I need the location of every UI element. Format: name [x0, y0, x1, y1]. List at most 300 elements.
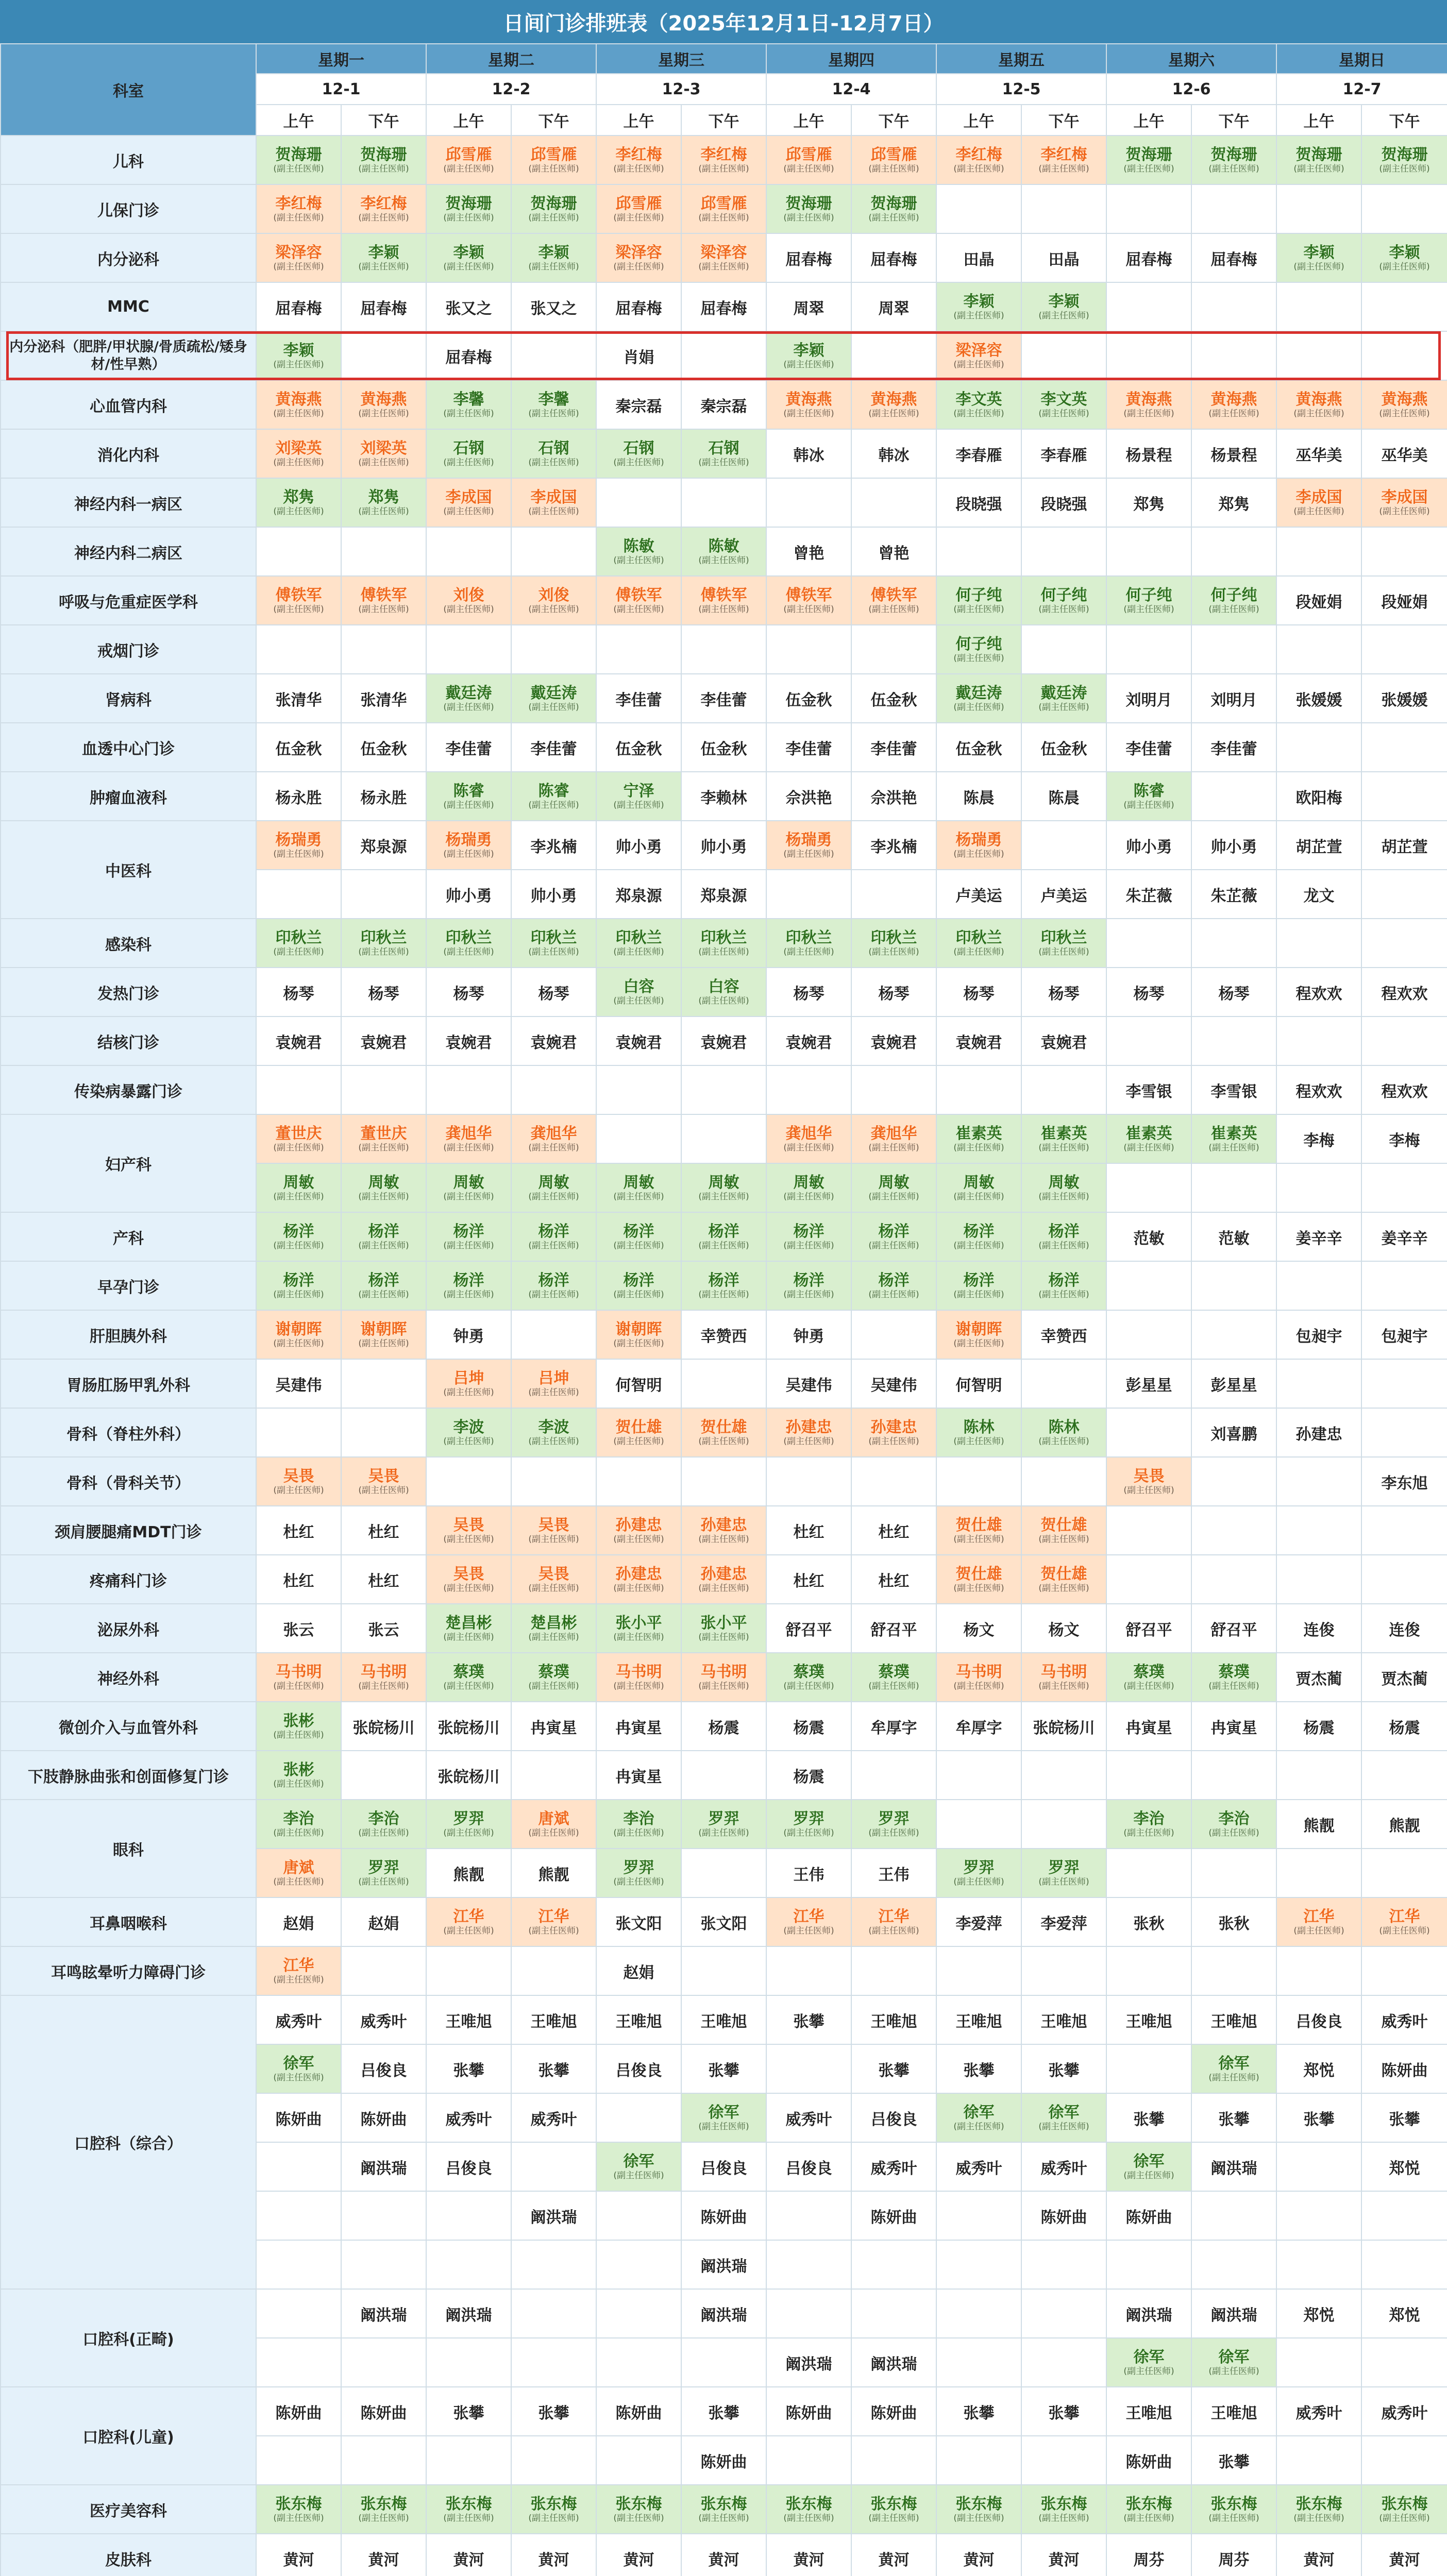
doctor-title-tag: (副主任医师) — [868, 1436, 919, 1447]
doctor-slot — [596, 1751, 681, 1800]
doctor-slot — [766, 1800, 851, 1849]
doctor-slot — [1191, 1506, 1276, 1555]
doctor-slot — [511, 821, 596, 870]
doctor-name: 吕俊良 — [870, 2110, 917, 2129]
doctor-slot — [256, 1604, 341, 1653]
doctor-name: 杨洋 — [793, 1271, 825, 1290]
doctor-slot — [511, 772, 596, 821]
doctor-name: 李佳蕾 — [530, 740, 577, 758]
doctor-slot — [1021, 233, 1106, 282]
doctor-name: 郑泉源 — [700, 887, 747, 905]
doctor-slot — [511, 870, 596, 919]
doctor-name: 周敏 — [538, 1173, 569, 1192]
doctor-name: 杨洋 — [1048, 1271, 1080, 1290]
doctor-slot — [426, 1408, 511, 1457]
doctor-name: 何智明 — [615, 1376, 662, 1395]
doctor-name: 徐军 — [963, 2103, 995, 2122]
doctor-name: 威秀叶 — [785, 2110, 832, 2129]
doctor-slot — [426, 1849, 511, 1897]
doctor-slot — [596, 2289, 681, 2338]
doctor-slot — [1191, 2093, 1276, 2142]
doctor-slot — [1021, 1016, 1106, 1065]
doctor-name: 石钢 — [708, 439, 739, 457]
doctor-name: 熊靓 — [538, 1866, 569, 1884]
doctor-slot — [766, 1506, 851, 1555]
doctor-title-tag: (副主任医师) — [1123, 1827, 1174, 1838]
doctor-name: 傅铁军 — [870, 586, 917, 604]
doctor-title-tag: (副主任医师) — [698, 1289, 749, 1300]
doctor-slot — [256, 1946, 341, 1995]
doctor-slot — [936, 527, 1021, 576]
doctor-name: 崔素英 — [1125, 1124, 1172, 1143]
doctor-title-tag: (副主任医师) — [868, 1289, 919, 1300]
doctor-slot — [1106, 1995, 1191, 2044]
weekday-header: 星期四 — [766, 44, 936, 74]
doctor-slot — [1276, 478, 1361, 527]
doctor-name: 杨洋 — [1048, 1222, 1080, 1241]
schedule-row — [1, 331, 1447, 380]
doctor-name: 石钢 — [453, 439, 484, 457]
doctor-slot — [1361, 1408, 1447, 1457]
schedule-row — [1, 429, 1447, 478]
doctor-title-tag: (副主任医师) — [698, 1827, 749, 1838]
schedule-row — [1, 1995, 1447, 2044]
doctor-title-tag: (副主任医师) — [953, 1583, 1004, 1594]
doctor-slot — [681, 1408, 766, 1457]
doctor-name: 傅铁军 — [360, 586, 407, 604]
doctor-slot — [341, 576, 426, 625]
doctor-name: 李红梅 — [360, 194, 407, 213]
department-name: 内分泌科（肥胖/甲状腺/骨质疏松/矮身材/性早熟） — [1, 331, 256, 380]
doctor-title-tag: (副主任医师) — [528, 1240, 579, 1251]
doctor-name: 周敏 — [963, 1173, 995, 1192]
doctor-title-tag: (副主任医师) — [528, 212, 579, 223]
doctor-slot — [256, 674, 341, 723]
doctor-slot — [936, 1946, 1021, 1995]
doctor-title-tag: (副主任医师) — [443, 800, 494, 810]
doctor-name: 梁泽容 — [275, 243, 322, 262]
doctor-title-tag: (副主任医师) — [868, 408, 919, 419]
doctor-name: 张云 — [283, 1621, 314, 1639]
department-name: 肾病科 — [1, 674, 256, 723]
doctor-slot — [851, 723, 936, 772]
doctor-slot — [426, 821, 511, 870]
doctor-slot — [511, 2142, 596, 2191]
doctor-title-tag: (副主任医师) — [1379, 1925, 1430, 1936]
doctor-slot — [426, 1506, 511, 1555]
department-name: 儿科 — [1, 135, 256, 184]
doctor-slot — [766, 1751, 851, 1800]
doctor-slot — [851, 2338, 936, 2387]
doctor-slot — [851, 1653, 936, 1702]
doctor-name: 陈妍曲 — [275, 2404, 322, 2422]
doctor-slot — [1276, 1457, 1361, 1506]
doctor-slot — [596, 821, 681, 870]
doctor-slot — [936, 2387, 1021, 2436]
doctor-slot — [1106, 2093, 1191, 2142]
doctor-slot — [1106, 1065, 1191, 1114]
doctor-name: 龚旭华 — [445, 1124, 492, 1143]
doctor-slot — [256, 2436, 341, 2485]
doctor-name: 陈妍曲 — [1125, 2208, 1172, 2227]
doctor-name: 石钢 — [538, 439, 569, 457]
doctor-name: 贾杰蔺 — [1295, 1670, 1342, 1688]
doctor-title-tag: (副主任医师) — [273, 2513, 324, 2523]
doctor-title-tag: (副主任医师) — [953, 163, 1004, 174]
doctor-name: 李雪银 — [1125, 1082, 1172, 1101]
weekday-header: 星期日 — [1276, 44, 1447, 74]
doctor-slot — [936, 2191, 1021, 2240]
doctor-title-tag: (副主任医师) — [1038, 2121, 1089, 2132]
doctor-name: 杨琴 — [793, 985, 825, 1003]
doctor-slot — [511, 1163, 596, 1212]
doctor-slot — [511, 968, 596, 1016]
doctor-slot — [851, 1555, 936, 1604]
doctor-name: 韩冰 — [878, 446, 910, 465]
doctor-title-tag: (副主任医师) — [783, 212, 834, 223]
doctor-slot — [1191, 2044, 1276, 2093]
doctor-slot — [1021, 527, 1106, 576]
doctor-slot — [426, 1016, 511, 1065]
doctor-slot — [511, 2436, 596, 2485]
doctor-slot — [1361, 1261, 1447, 1310]
doctor-name: 贺仕雄 — [955, 1516, 1002, 1534]
doctor-slot — [1191, 2289, 1276, 2338]
doctor-name: 杨琴 — [368, 985, 399, 1003]
doctor-slot — [426, 2387, 511, 2436]
doctor-name: 王唯旭 — [870, 2012, 917, 2031]
pm-header: 下午 — [341, 105, 426, 135]
doctor-title-tag: (副主任医师) — [273, 849, 324, 859]
doctor-slot — [511, 2044, 596, 2093]
doctor-slot — [851, 478, 936, 527]
doctor-name: 杨洋 — [538, 1271, 569, 1290]
doctor-title-tag: (副主任医师) — [613, 1827, 664, 1838]
doctor-name: 孙建忠 — [785, 1418, 832, 1436]
doctor-slot — [511, 1310, 596, 1359]
doctor-name: 贺海珊 — [360, 145, 407, 164]
doctor-slot — [1191, 1457, 1276, 1506]
doctor-slot — [936, 380, 1021, 429]
doctor-slot — [596, 1359, 681, 1408]
doctor-slot — [1106, 184, 1191, 233]
doctor-slot — [426, 1946, 511, 1995]
doctor-slot — [1106, 625, 1191, 674]
doctor-name: 范敏 — [1133, 1229, 1165, 1248]
doctor-slot — [341, 135, 426, 184]
doctor-name: 张攀 — [1303, 2110, 1335, 2129]
doctor-title-tag: (副主任医师) — [528, 1681, 579, 1691]
doctor-slot — [1106, 723, 1191, 772]
doctor-slot — [1276, 1946, 1361, 1995]
doctor-slot — [851, 2534, 936, 2576]
doctor-name: 郑悦 — [1389, 2159, 1420, 2178]
doctor-slot — [1106, 919, 1191, 968]
doctor-name: 黄海燕 — [870, 390, 917, 409]
doctor-title-tag: (副主任医师) — [443, 163, 494, 174]
doctor-slot — [341, 331, 426, 380]
doctor-slot — [936, 968, 1021, 1016]
doctor-name: 杨景程 — [1125, 446, 1172, 465]
doctor-name: 屈春梅 — [445, 348, 492, 367]
doctor-name: 杨洋 — [793, 1222, 825, 1241]
doctor-name: 黄河 — [1389, 2551, 1420, 2569]
doctor-slot — [1191, 1163, 1276, 1212]
doctor-slot — [596, 1457, 681, 1506]
schedule-row — [1, 1114, 1447, 1163]
doctor-slot — [681, 184, 766, 233]
doctor-name: 贺海珊 — [1381, 145, 1428, 164]
doctor-slot — [681, 1946, 766, 1995]
doctor-title-tag: (副主任医师) — [443, 457, 494, 468]
doctor-name: 罗羿 — [878, 1809, 910, 1828]
doctor-slot — [1276, 2044, 1361, 2093]
schedule-row — [1, 1653, 1447, 1702]
doctor-slot — [596, 380, 681, 429]
doctor-slot — [341, 968, 426, 1016]
doctor-title-tag: (副主任医师) — [783, 1436, 834, 1447]
doctor-name: 吴畏 — [538, 1516, 569, 1534]
doctor-slot — [426, 2142, 511, 2191]
doctor-name: 蔡璞 — [793, 1663, 825, 1681]
doctor-slot — [426, 1310, 511, 1359]
doctor-name: 杨琴 — [1218, 985, 1250, 1003]
doctor-slot — [511, 1946, 596, 1995]
doctor-title-tag: (副主任医师) — [273, 1876, 324, 1887]
doctor-slot — [256, 1555, 341, 1604]
schedule-row — [1, 919, 1447, 968]
doctor-name: 幸赞西 — [700, 1327, 747, 1346]
doctor-slot — [1021, 1897, 1106, 1946]
pm-header: 下午 — [1361, 105, 1447, 135]
doctor-slot — [426, 1702, 511, 1751]
doctor-title-tag: (副主任医师) — [1038, 1436, 1089, 1447]
doctor-slot — [681, 772, 766, 821]
doctor-name: 傅铁军 — [785, 586, 832, 604]
doctor-slot — [426, 870, 511, 919]
doctor-title-tag: (副主任医师) — [528, 1925, 579, 1936]
doctor-name: 杜红 — [878, 1572, 910, 1590]
doctor-name: 佘洪艳 — [785, 789, 832, 807]
doctor-title-tag: (副主任医师) — [358, 1827, 409, 1838]
doctor-name: 李兆楠 — [870, 838, 917, 856]
doctor-name: 陈妍曲 — [1381, 2061, 1428, 2080]
doctor-name: 徐军 — [1048, 2103, 1080, 2122]
doctor-title-tag: (副主任医师) — [443, 849, 494, 859]
doctor-title-tag: (副主任医师) — [528, 1387, 579, 1398]
department-name: 口腔科（综合） — [1, 1995, 256, 2289]
doctor-name: 杨震 — [793, 1768, 825, 1786]
doctor-title-tag: (副主任医师) — [273, 604, 324, 615]
doctor-slot — [766, 233, 851, 282]
doctor-slot — [341, 1800, 426, 1849]
doctor-slot — [681, 1604, 766, 1653]
doctor-name: 邱雪雁 — [785, 145, 832, 164]
doctor-name: 郑悦 — [1303, 2306, 1335, 2325]
doctor-name: 贺仕雄 — [955, 1565, 1002, 1583]
doctor-slot — [1361, 2093, 1447, 2142]
department-name: 口腔科(正畸) — [1, 2289, 256, 2387]
doctor-slot — [851, 1751, 936, 1800]
doctor-name: 胡芷萱 — [1295, 838, 1342, 856]
doctor-name: 冉寅星 — [530, 1719, 577, 1737]
doctor-slot — [1276, 1506, 1361, 1555]
date-header: 12-2 — [426, 74, 596, 105]
doctor-slot — [256, 2240, 341, 2289]
doctor-name: 贺仕雄 — [1040, 1565, 1087, 1583]
department-name: 戒烟门诊 — [1, 625, 256, 674]
doctor-slot — [1361, 1849, 1447, 1897]
doctor-slot — [341, 1995, 426, 2044]
doctor-title-tag: (副主任医师) — [1208, 2072, 1259, 2083]
doctor-title-tag: (副主任医师) — [273, 1681, 324, 1691]
doctor-name: 巫华美 — [1381, 446, 1428, 465]
doctor-title-tag: (副主任医师) — [783, 1142, 834, 1153]
doctor-title-tag: (副主任医师) — [273, 1730, 324, 1740]
doctor-name: 张攀 — [963, 2061, 995, 2080]
doctor-name: 杨琴 — [878, 985, 910, 1003]
doctor-name: 陈睿 — [538, 782, 569, 800]
doctor-title-tag: (副主任医师) — [358, 1191, 409, 1202]
doctor-slot — [1361, 1751, 1447, 1800]
doctor-name: 秦宗磊 — [700, 397, 747, 416]
doctor-name: 印秋兰 — [530, 928, 577, 947]
doctor-slot — [341, 1849, 426, 1897]
doctor-name: 杨洋 — [963, 1222, 995, 1241]
doctor-slot — [256, 1653, 341, 1702]
doctor-name: 冉寅星 — [615, 1768, 662, 1786]
schedule-row — [1, 576, 1447, 625]
doctor-slot — [1106, 1604, 1191, 1653]
doctor-slot — [681, 1849, 766, 1897]
doctor-name: 楚昌彬 — [445, 1614, 492, 1632]
doctor-title-tag: (副主任医师) — [1123, 2366, 1174, 2377]
department-name: 神经外科 — [1, 1653, 256, 1702]
doctor-slot — [1276, 1359, 1361, 1408]
doctor-title-tag: (副主任医师) — [443, 946, 494, 957]
doctor-slot — [341, 1065, 426, 1114]
doctor-slot — [681, 2436, 766, 2485]
doctor-title-tag: (副主任医师) — [1208, 604, 1259, 615]
doctor-title-tag: (副主任医师) — [1038, 946, 1089, 957]
doctor-title-tag: (副主任医师) — [1293, 408, 1344, 419]
doctor-name: 陈妍曲 — [615, 2404, 662, 2422]
doctor-name: 陈妍曲 — [700, 2208, 747, 2227]
doctor-slot — [1106, 1751, 1191, 1800]
doctor-name: 王唯旭 — [530, 2012, 577, 2031]
doctor-slot — [936, 1751, 1021, 1800]
doctor-slot — [766, 1604, 851, 1653]
doctor-slot — [1191, 2338, 1276, 2387]
doctor-name: 贺海珊 — [275, 145, 322, 164]
doctor-slot — [1191, 1261, 1276, 1310]
doctor-name: 邱雪雁 — [615, 194, 662, 213]
doctor-slot — [851, 233, 936, 282]
doctor-slot — [426, 2534, 511, 2576]
doctor-name: 李佳蕾 — [785, 740, 832, 758]
doctor-slot — [936, 919, 1021, 968]
doctor-slot — [681, 2338, 766, 2387]
doctor-name: 舒召平 — [870, 1621, 917, 1639]
doctor-slot — [936, 2044, 1021, 2093]
doctor-name: 张东梅 — [275, 2495, 322, 2513]
doctor-slot — [511, 576, 596, 625]
doctor-name: 李爱萍 — [1040, 1914, 1087, 1933]
doctor-slot — [1191, 919, 1276, 968]
doctor-slot — [1361, 331, 1447, 380]
doctor-slot — [1361, 772, 1447, 821]
doctor-title-tag: (副主任医师) — [698, 457, 749, 468]
doctor-title-tag: (副主任医师) — [868, 1925, 919, 1936]
doctor-slot — [1106, 772, 1191, 821]
doctor-slot — [1361, 674, 1447, 723]
doctor-name: 龚旭华 — [785, 1124, 832, 1143]
department-name: 产科 — [1, 1212, 256, 1261]
doctor-name: 刘喜鹏 — [1210, 1425, 1257, 1444]
doctor-slot — [1361, 2044, 1447, 2093]
date-header: 12-6 — [1106, 74, 1276, 105]
doctor-slot — [766, 478, 851, 527]
department-name: 骨科（骨科关节） — [1, 1457, 256, 1506]
doctor-name: 李佳蕾 — [700, 691, 747, 709]
doctor-slot — [1191, 233, 1276, 282]
doctor-slot — [511, 1457, 596, 1506]
doctor-name: 阚洪瑞 — [1210, 2306, 1257, 2325]
doctor-name: 罗羿 — [963, 1858, 995, 1877]
doctor-name: 李颖 — [1389, 243, 1420, 262]
doctor-slot — [1361, 2142, 1447, 2191]
doctor-slot — [341, 870, 426, 919]
schedule-row — [1, 1897, 1447, 1946]
doctor-slot — [1106, 1016, 1191, 1065]
doctor-name: 袁婉君 — [530, 1033, 577, 1052]
doctor-slot — [1021, 2436, 1106, 2485]
doctor-name: 伍金秋 — [955, 740, 1002, 758]
doctor-title-tag: (副主任医师) — [1379, 408, 1430, 419]
doctor-slot — [511, 478, 596, 527]
doctor-slot — [766, 1212, 851, 1261]
doctor-name: 李佳蕾 — [1125, 740, 1172, 758]
doctor-title-tag: (副主任医师) — [1038, 408, 1089, 419]
doctor-title-tag: (副主任医师) — [698, 1240, 749, 1251]
doctor-slot — [681, 576, 766, 625]
doctor-slot — [341, 2191, 426, 2240]
doctor-slot — [1276, 1212, 1361, 1261]
doctor-name: 熊靓 — [453, 1866, 484, 1884]
doctor-name: 王伟 — [793, 1866, 825, 1884]
doctor-slot — [936, 1995, 1021, 2044]
doctor-name: 杨洋 — [368, 1271, 399, 1290]
doctor-slot — [936, 233, 1021, 282]
doctor-slot — [511, 674, 596, 723]
doctor-slot — [1276, 2142, 1361, 2191]
doctor-name: 包昶宇 — [1381, 1327, 1428, 1346]
pm-header: 下午 — [1021, 105, 1106, 135]
doctor-name: 张东梅 — [445, 2495, 492, 2513]
doctor-name: 徐军 — [1218, 2348, 1250, 2366]
doctor-slot — [1191, 1212, 1276, 1261]
doctor-slot — [256, 184, 341, 233]
doctor-name: 周敏 — [793, 1173, 825, 1192]
doctor-name: 屈春梅 — [360, 299, 407, 318]
doctor-title-tag: (副主任医师) — [1123, 408, 1174, 419]
doctor-title-tag: (副主任医师) — [1038, 1681, 1089, 1691]
doctor-title-tag: (副主任医师) — [443, 1534, 494, 1545]
doctor-name: 李成国 — [530, 488, 577, 506]
doctor-title-tag: (副主任医师) — [443, 604, 494, 615]
doctor-name: 贾杰蔺 — [1381, 1670, 1428, 1688]
doctor-slot — [341, 772, 426, 821]
